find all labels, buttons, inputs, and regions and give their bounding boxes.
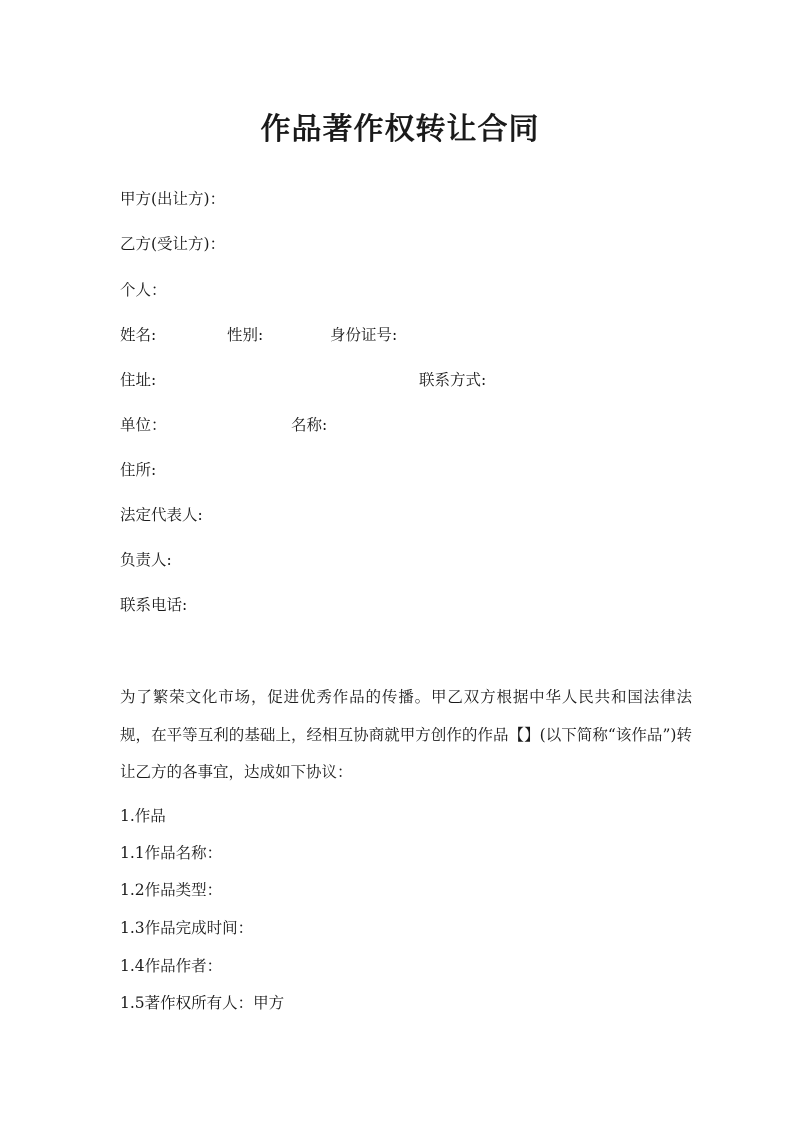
clause-1-2: 1.2作品类型： [120, 881, 223, 899]
unit-heading: 单位： [120, 416, 167, 434]
preamble-paragraph: 为了繁荣文化市场，促进优秀作品的传播。甲乙双方根据中华人民共和国法律法规，在平等互利的基础上，经相互协商就甲方创作的作品【】(以下简称“该作品”)转让乙方的各事宜，达成如下协议： [120, 688, 692, 781]
party-a-line: 甲方(出让方)： [120, 190, 226, 208]
clause-1-3: 1.3作品完成时间： [120, 919, 254, 937]
phone-field-label: 联系电话: [120, 596, 188, 614]
residence-field-label: 住所: [120, 461, 157, 479]
clause-1-1: 1.1作品名称： [120, 844, 223, 862]
address-field-label: 住址: [120, 371, 157, 389]
document-title: 作品著作权转让合同 [260, 112, 540, 147]
name-field-label: 姓名: [120, 326, 157, 344]
clause-1-4: 1.4作品作者： [120, 957, 223, 975]
legal-rep-field-label: 法定代表人: [120, 506, 203, 524]
id-number-field-label: 身份证号: [330, 326, 398, 344]
clause-1-5: 1.5著作权所有人：甲方 [120, 994, 285, 1012]
person-in-charge-field-label: 负责人: [120, 551, 172, 569]
clause-1-heading: 1.作品 [120, 807, 166, 825]
contact-method-field-label: 联系方式: [419, 371, 487, 389]
unit-name-field-label: 名称: [291, 416, 328, 434]
gender-field-label: 性别: [227, 326, 264, 344]
individual-heading: 个人： [120, 281, 167, 299]
party-b-line: 乙方(受让方)： [120, 235, 226, 253]
